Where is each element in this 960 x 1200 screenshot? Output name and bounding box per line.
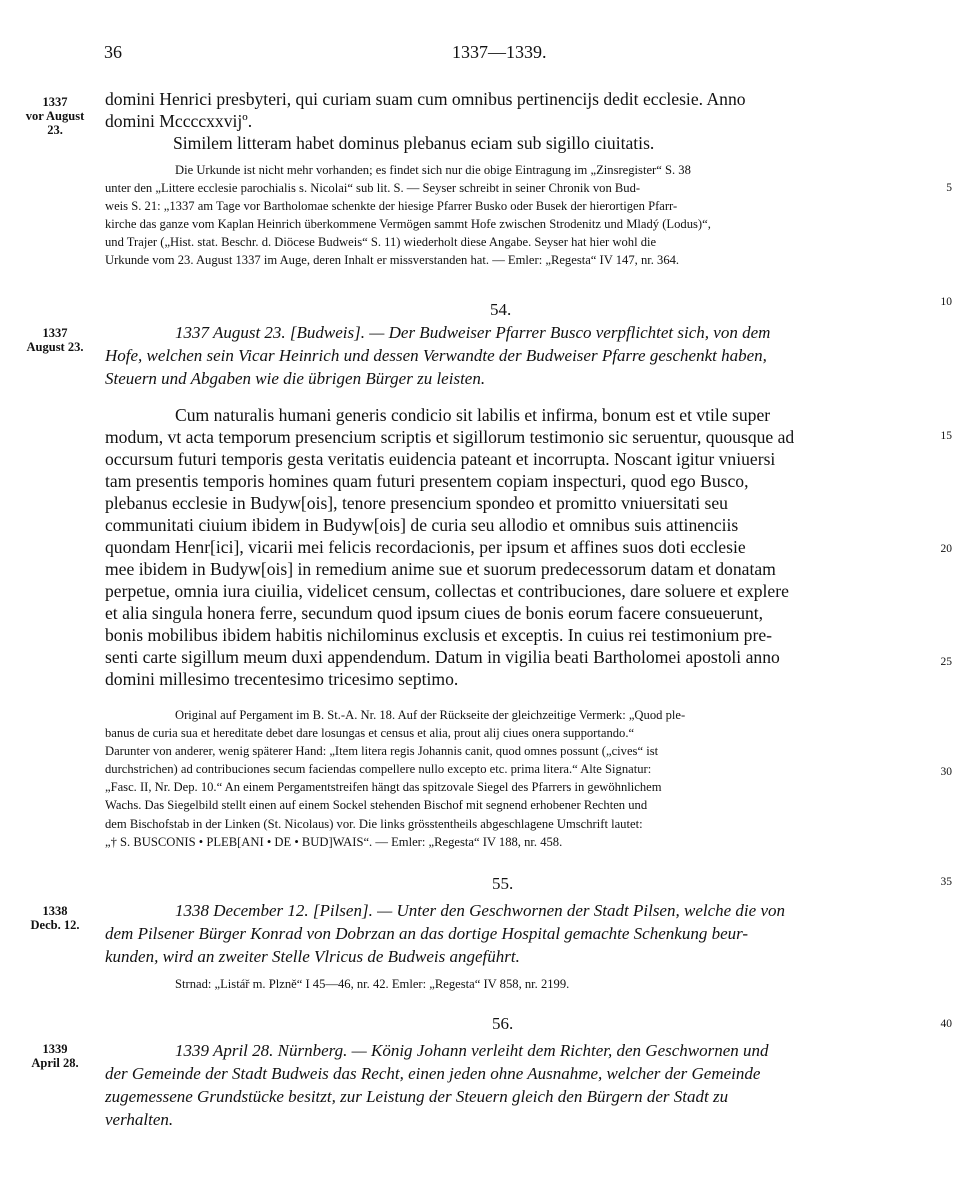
- line-number: 20: [940, 543, 952, 555]
- entry-regest: 1337 August 23. [Budweis]. — Der Budweiser Pfarrer Busco verpflichtet sich, von dem Hofe, welchen sein Vicar Heinrich und dessen Verwandte der Budweiser Pfarre geschenkt haben, Steuern und Abgaben wie die übrigen Bürger zu leisten.: [105, 323, 771, 388]
- entry-number: 56.: [492, 1014, 514, 1033]
- page-number: 36: [104, 42, 122, 62]
- margin-date: 1338 Decb. 12.: [30, 904, 80, 932]
- entry-text: Cum naturalis humani generis condicio sit labilis et infirma, bonum est et vtile super modum, vt acta temporum presencium scriptis et sigillorum testimonio sic seruentur, quousque ad occursum futuri temporis gesta veritatis euidencia pateant et incorrupta. Noscant igitur vniuersi tam presentis temporis homines quam futuri presentem copiam inspecturi, quod ego Busco, plebanus ecclesie in Budyw[ois], tenore presencium spondeo et promitto vniuersitati seu communitati ciuium ibidem in Budyw[ois] de curia seu allodio et omnibus suis attinenciis quondam Henr[ici], vicarii mei felicis recordacionis, per ipsum et affines suos doti ecclesie mee ibidem in Budyw[ois] in remedium anime sue et suorum predecessorum datam et donatam perpetue, omnia iura ciuilia, videlicet censum, collectas et contribuciones, dare soluere et explere et alia singula honera ferre, secundum quod ipsum ciues de bonis eorum facere consueuerunt, bonis mobilibus ibidem habitis nichilominus exclusis et exceptis. In cuius rei testimonium pre- senti carte sigillum meum duxi appendendum. Datum in vigilia beati Bartholomei apostoli anno domini millesimo trecentesimo tricesimo septimo.: [105, 405, 795, 689]
- entry-regest: 1338 December 12. [Pilsen]. — Unter den Geschwornen der Stadt Pilsen, welche die von dem Pilsener Bürger Konrad von Dobrzan an das dortige Hospital gemachte Schenkung beur- kunden, wird an zweiter Stelle Vlricus de Budweis angeführt.: [105, 901, 785, 966]
- running-title: 1337—1339.: [452, 42, 547, 62]
- line-number: 40: [940, 1018, 952, 1030]
- line-number: 30: [940, 766, 952, 778]
- entry-number: 54.: [490, 300, 512, 319]
- footnote: Original auf Pergament im B. St.-A. Nr. 18. Auf der Rückseite der gleichzeitige Vermerk: „Quod ple- banus de curia sua et hereditate debet dare losungas et census et alia, prout alij ciues onera supportando.“ Darunter von anderer, wenig späterer Hand: „Item litera regis Johannis canit, quod omnes possunt („cives“ ist durchstrichen) ad contribuciones secum faciendas compellere nullo excepto etc. prima litera.“ Alte Signatur: „Fasc. II, Nr. Dep. 10.“ An einem Pergamentstreifen hängt das spitzovale Siegel des Pfarrers in gewöhnlichem Wachs. Das Siegelbild stellt einen auf einem Sockel stehenden Bischof mit segnend erhobener Rechten und dem Bischofstab in der Linken (St. Nicolaus) vor. Die links grösstentheils abgeschlagene Umschrift lautet: „† S. BUSCONIS • PLEB[ANI • DE • BUD]WAIS“. — Emler: „Regesta“ IV 188, nr. 458.: [105, 708, 686, 849]
- entry-number: 55.: [492, 874, 514, 893]
- intro-text: domini Henrici presbyteri, qui curiam suam cum omnibus pertinencijs dedit ecclesie. Anno domini Mccccxxvijº. Similem litteram habet dominus plebanus eciam sub sigillo ciuitatis.: [105, 89, 746, 153]
- line-number: 5: [946, 182, 952, 194]
- line-number: 35: [940, 876, 952, 888]
- line-number: 25: [940, 656, 952, 668]
- line-number: 10: [940, 296, 952, 308]
- margin-date: 1337 August 23.: [26, 326, 84, 354]
- margin-date: 1337 vor August 23.: [25, 95, 85, 137]
- footnote: Strnad: „Listář m. Plzně“ I 45—46, nr. 42. Emler: „Regesta“ IV 858, nr. 2199.: [175, 977, 570, 991]
- footnote: Die Urkunde ist nicht mehr vorhanden; es findet sich nur die obige Eintragung im „Zinsregister“ S. 38 unter den „Littere ecclesie parochialis s. Nicolai“ sub lit. S. — Seyser schreibt in seiner Chronik von Bud- weis S. 21: „1337 am Tage vor Bartholomae schenkte der hiesige Pfarrer Busko oder Busek der hierortigen Pfarr- kirche das ganze vom Kaplan Heinrich überkommene Vermögen sammt Hofe zwischen Strodenitz und Mladý (Lodus)“, und Trajer („Hist. stat. Beschr. d. Diöcese Budweis“ S. 11) wiederholt diese Angabe. Seyser hat hier wohl die Urkunde vom 23. August 1337 im Auge, deren Inhalt er missverstanden hat. — Emler: „Regesta“ IV 147, nr. 364.: [105, 163, 711, 268]
- entry-regest: 1339 April 28. Nürnberg. — König Johann verleiht dem Richter, den Geschwornen und der Gemeinde der Stadt Budweis das Recht, einen jeden ohne Ausnahme, welcher der Gemeinde zugemessene Grundstücke besitzt, zur Leistung der Steuern gleich den Bürgern der Stadt zu verhalten.: [105, 1041, 769, 1129]
- margin-date: 1339 April 28.: [31, 1042, 79, 1070]
- line-number: 15: [940, 430, 952, 442]
